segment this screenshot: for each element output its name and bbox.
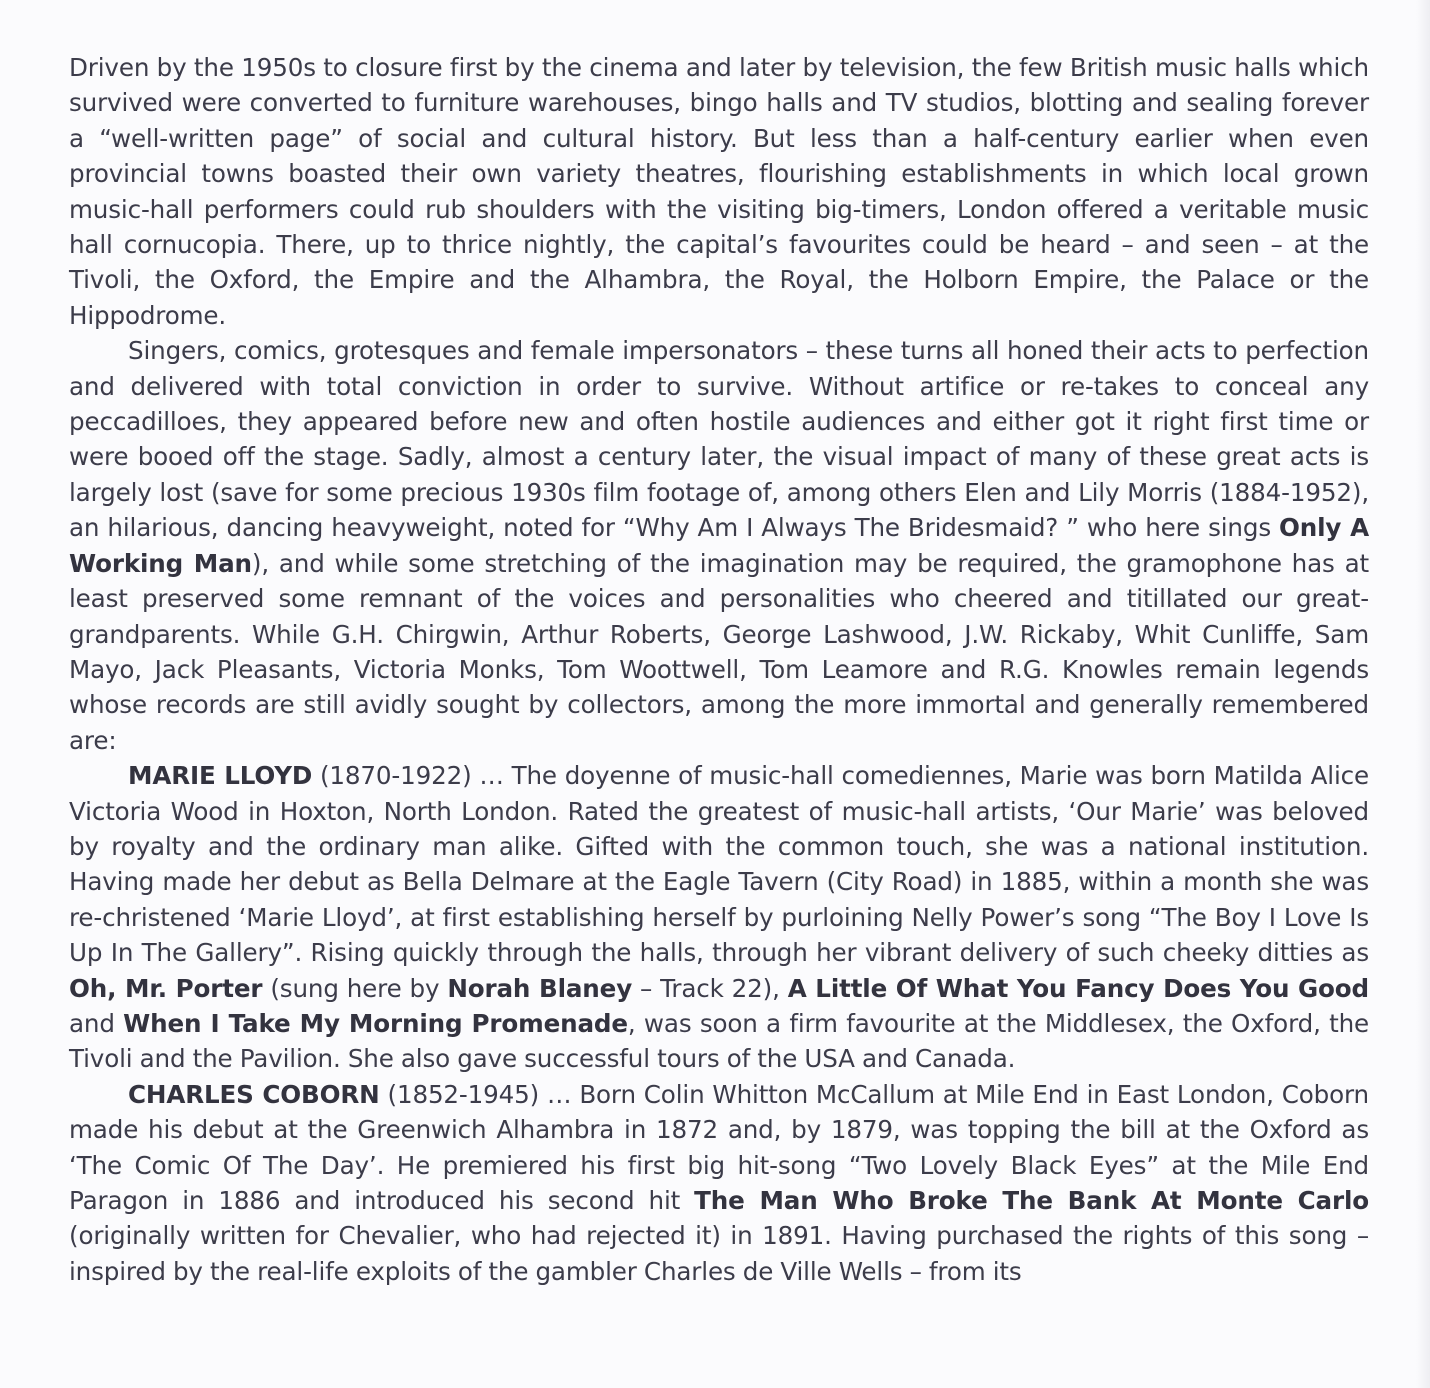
artist-name-charles-coborn: CHARLES COBORN	[128, 1079, 380, 1109]
artist-name-norah-blaney: Norah Blaney	[447, 973, 633, 1003]
text-segment: – Track 22),	[632, 973, 788, 1003]
song-title-oh-mr-porter: Oh, Mr. Porter	[69, 973, 263, 1003]
text-segment: (1852-1945) … Born Colin Whitton McCallum at Mile End in East London, Coborn made his debut at the Greenwich Alhambra in 1872 and, by 1879, was topping the bill at the Oxford as ‘The Comic Of The Day’. He premiered his first big hit-song “Two Lovely Black Eyes” at the Mile End Paragon in 1886 and introduced his second hit	[69, 1079, 1369, 1215]
artist-name-marie-lloyd: MARIE LLOYD	[128, 761, 313, 791]
text-segment: Driven by the 1950s to closure first by the cinema and later by television, the few British music halls which survived were converted to furniture warehouses, bingo halls and TV studios, blotting and sealing forever a “well-written page” of social and cultural history. But less than a half-century earlier when even provincial towns boasted their own variety theatres, flourishing establishments in which local grown music-hall performers could rub shoulders with the visiting big-timers, London offered a veritable music hall cornucopia. There, up to thrice nightly, the capital’s favourites could be heard – and seen – at the Tivoli, the Oxford, the Empire and the Alhambra, the Royal, the Holborn Empire, the Palace or the Hippodrome.	[69, 53, 1369, 330]
text-segment: Singers, comics, grotesques and female impersonators – these turns all honed their acts to perfection and delivered with total conviction in order to survive. Without artifice or re-takes to conceal any peccadilloes, they appeared before new and often hostile audiences and either got it right first time or were booed off the stage. Sadly, almost a century later, the visual impact of many of these great acts is largely lost (save for some precious 1930s film footage of, among others Elen and Lily Morris (1884-1952), an hilarious, dancing heavyweight, noted for “Why Am I Always The Bridesmaid? ” who here sings	[69, 336, 1369, 543]
paragraph-singers	[69, 333, 1369, 758]
paragraph-intro	[69, 50, 1369, 333]
song-title-monte-carlo: The Man Who Broke The Bank At Monte Carlo	[694, 1186, 1369, 1215]
song-title-only-a-working-man: Only A Working Man	[69, 513, 1369, 578]
paragraph-charles-coborn	[69, 1077, 1369, 1289]
song-title-a-little-of-what-you-fancy: A Little Of What You Fancy Does You Good	[787, 973, 1369, 1003]
document-page	[69, 50, 1369, 1289]
text-segment: (originally written for Chevalier, who had rejected it) in 1891. Having purchased the rights of this song – inspired by the real-life exploits of the gambler Charles de Ville Wells – from its	[69, 1221, 1369, 1286]
text-segment: and	[69, 1008, 124, 1038]
paragraph-marie-lloyd	[69, 758, 1369, 1077]
song-title-morning-promenade: When I Take My Morning Promenade	[123, 1008, 628, 1038]
text-segment: (1870-1922) … The doyenne of music-hall comediennes, Marie was born Matilda Alice Victoria Wood in Hoxton, North London. Rated the greatest of music-hall artists, ‘Our Marie’ was beloved by royalty and the ordinary man alike. Gifted with the common touch, she was a national institution. Having made her debut as Bella Delmare at the Eagle Tavern (City Road) in 1885, within a month she was re-christened ‘Marie Lloyd’, at first establishing herself by purloining Nelly Power’s song “The Boy I Love Is Up In The Gallery”. Rising quickly through the halls, through her vibrant delivery of such cheeky ditties as	[69, 761, 1369, 968]
text-segment: (sung here by	[262, 973, 448, 1003]
text-segment: ), and while some stretching of the imagination may be required, the gramophone has at least preserved some remnant of the voices and personalities who cheered and titillated our great-grandparents. While G.H. Chirgwin, Arthur Roberts, George Lashwood, J.W. Rickaby, Whit Cunliffe, Sam Mayo, Jack Pleasants, Victoria Monks, Tom Woottwell, Tom Leamore and R.G. Knowles remain legends whose records are still avidly sought by collectors, among the more immortal and generally remembered are:	[69, 548, 1369, 755]
page-edge-shadow	[1416, 0, 1430, 1388]
text-segment: , was soon a firm favourite at the Middlesex, the Oxford, the Tivoli and the Pavilion. She also gave successful tours of the USA and Canada.	[69, 1008, 1369, 1074]
